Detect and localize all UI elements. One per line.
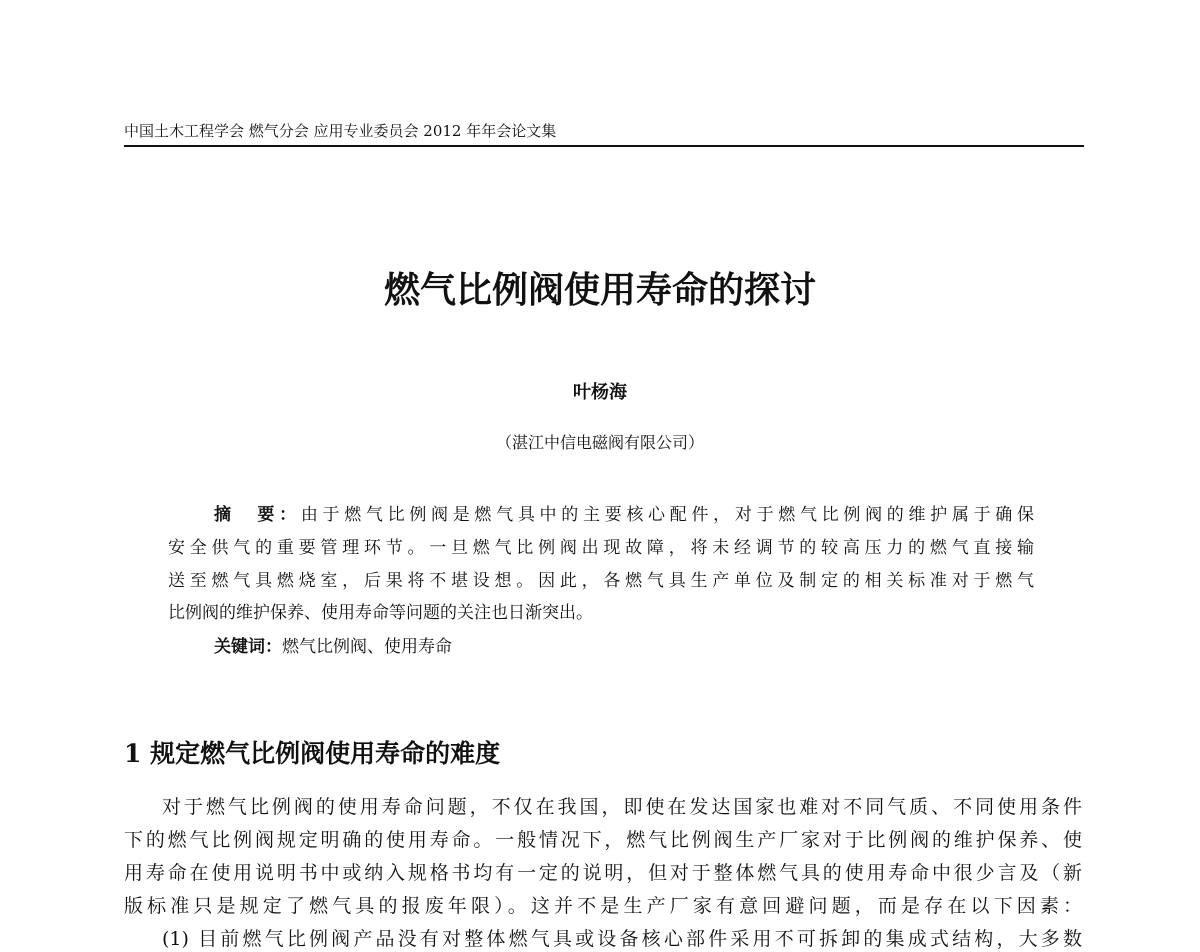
abstract-label: 摘 要： (214, 505, 301, 525)
running-header: 中国土木工程学会 燃气分会 应用专业委员会 2012 年年会论文集 (124, 122, 557, 140)
body-line: 下的燃气比例阀规定明确的使用寿命。一般情况下，燃气比例阀生产厂家对于比例阀的维护保养、使 (124, 829, 1082, 851)
section-heading: 1 规定燃气比例阀使用寿命的难度 (124, 739, 501, 768)
abstract-line: 安全供气的重要管理环节。一旦燃气比例阀出现故障，将未经调节的较高压力的燃气直接输 (168, 538, 1034, 558)
abstract-line: 送至燃气具燃烧室，后果将不堪设想。因此，各燃气具生产单位及制定的相关标准对于燃气 (168, 571, 1034, 591)
keywords-label: 关键词： (214, 637, 282, 657)
affiliation: （湛江中信电磁阀有限公司） (495, 433, 704, 452)
body-line: 对于燃气比例阀的使用寿命问题，不仅在我国，即使在发达国家也难对不同气质、不同使用条件 (162, 796, 1082, 818)
abstract-line: 比例阀的维护保养、使用寿命等问题的关注也日渐突出。 (168, 603, 593, 623)
body-line: (1) 目前燃气比例阀产品没有对整体燃气具或设备核心部件采用不可拆卸的集成式结构，大多数 (162, 928, 1082, 950)
body-line: 版标准只是规定了燃气具的报废年限）。这并不是生产厂家有意回避问题，而是存在以下因素： (124, 895, 1082, 917)
body-line: 用寿命在使用说明书中或纳入规格书均有一定的说明，但对于整体燃气具的使用寿命中很少言及（新 (124, 862, 1082, 884)
keywords-value: 燃气比例阀、使用寿命 (282, 637, 452, 657)
abstract-text: 由于燃气比例阀是燃气具中的主要核心配件，对于燃气比例阀的维护属于确保 (300, 505, 1034, 525)
paper-title: 燃气比例阀使用寿命的探讨 (383, 269, 816, 311)
header-rule (124, 145, 1084, 147)
keywords-line (214, 632, 1080, 657)
author: 叶杨海 (573, 382, 627, 403)
abstract-line (214, 500, 1034, 525)
